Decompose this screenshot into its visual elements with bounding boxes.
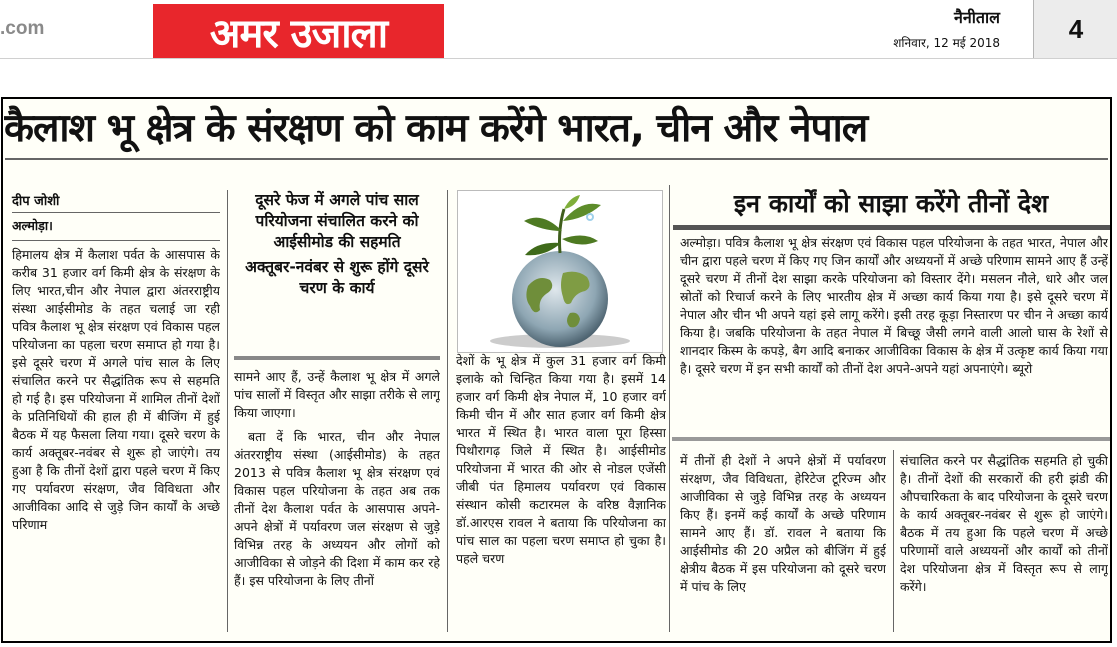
box-bottom-rule	[672, 437, 1110, 441]
headline-rule	[5, 158, 1108, 160]
column-divider-4	[893, 450, 894, 632]
article-headline: कैलाश भू क्षेत्र के संरक्षण को काम करेंगे भारत, चीन और नेपाल	[4, 106, 868, 151]
article-column-1: हिमालय क्षेत्र में कैलाश पर्वत के आसपास के करीब 31 हजार वर्ग किमी क्षेत्र के संरक्षण के लिए भारत,चीन और नेपाल द्वारा अंतरराष्ट्रीय संस्था आईसीमोड के तहत चलाई जा रही पवित्र कैलाश भू क्षेत्र संरक्षण एवं विकास पहल परियोजना का पहला चरण समाप्त हो गया है। इसे दूसरे चरण में अगले पांच साल के लिए संचालित करने पर सैद्धांतिक रूप से सहमति हो गई है। इस परियोजना में शामिल तीनों देशों के प्रतिनिधियों की हाल ही में बीजिंग में हुई बैठक में यह फैसला लिया गया। दूसरे चरण के कार्य अक्तूबर-नवंबर से शुरू हो जाएंगे। तय हुआ है कि तीनों देशों द्वारा पहले चरण में किए गए पर्यावरण संरक्षण, जैव विविधता और आजीविका आदि से जुड़े जिन कार्यों के अच्छे परिणाम	[12, 247, 220, 532]
edition-date: शनिवार, 12 मई 2018	[893, 36, 1000, 50]
edition-city: नैनीताल	[953, 8, 1000, 27]
subheadline-line-1: दूसरे फेज में अगले पांच साल परियोजना संचालित करने को आईसीमोड की सहमति	[255, 191, 419, 251]
dateline: अल्मोड़ा।	[12, 218, 53, 233]
header-divider	[0, 58, 1117, 59]
column-2-paragraph-1: सामने आए हैं, उन्हें कैलाश भू क्षेत्र में अगले पांच सालों में विस्तृत और साझा तरीके से लागू किया जाएगा।	[234, 369, 440, 420]
article-column-3: देशों के भू क्षेत्र में कुल 31 हजार वर्ग किमी इलाके को चिन्हित किया गया है। इसमें 14 हजार वर्ग किमी क्षेत्र नेपाल में, 10 हजार वर्ग किमी चीन में और सात हजार वर्ग किमी क्षेत्र भारत में स्थित है। भारत वाला पूरा हिस्सा पिथौरागढ़ जिले में स्थित है। आईसीमोड परियोजना में भारत की ओर से नोडल एजेंसी जीबी पंत हिमालय पर्यावरण एवं विकास संस्थान कोसी कटारमल के वरिष्ठ वैज्ञानिक डॉ.आरएस रावल ने बताया कि परियोजना का पांच साल का पहला चरण समाप्त हो चुका है। पहले चरण	[456, 353, 666, 566]
article-column-5: संचालित करने पर सैद्धांतिक सहमति हो चुकी है। तीनों देशों की सरकारों की हरी झंडी की औपचारिकता के बाद परियोजना के दूसरे चरण के कार्य अक्तूबर-नवंबर से शुरू हो जाएंगे। बैठक में तय हुआ कि पहले चरण में अच्छे परिणामों वाले अध्ययनों और कार्यों को तीनों देश परियोजना क्षेत्र में विस्तृत रूप से लागू करेंगे।	[900, 453, 1108, 594]
box-headline: इन कार्यों को साझा करेंगे तीनों देश	[733, 189, 1049, 218]
site-suffix: .com	[0, 18, 45, 39]
newspaper-masthead: अमर उजाला	[153, 4, 444, 58]
subheadline-rule	[234, 356, 440, 360]
article-column-4: में तीनों ही देशों ने अपने क्षेत्रों में पर्यावरण संरक्षण, जैव विविधता, हेरिटेज टूरिज्म और आजीविका से जुड़े विभिन्न तरह के अध्ययन किए हैं। इनमें कई कार्यों के अच्छे परिणाम सामने आए हैं। डॉ. रावल ने बताया कि आईसीमोड की 20 अप्रैल को बीजिंग में हुई क्षेत्रीय बैठक में इस परियोजना को दूसरे चरण में पांच के लिए	[680, 453, 886, 594]
subheadline-line-2: अक्तूबर-नवंबर से शुरू होंगे दूसरे चरण के कार्य	[245, 258, 429, 297]
column-divider-1	[227, 190, 228, 632]
article-column-2	[234, 368, 440, 630]
box-headline-rule	[673, 225, 1110, 230]
column-2-paragraph-2: बता दें कि भारत, चीन और नेपाल अंतरराष्ट्रीय संस्था (आईसीमोड) के तहत 2013 से पवित्र कैलाश भू क्षेत्र संरक्षण एवं विकास पहल परियोजना के तहत अब तक तीनों देश कैलाश पर्वत के आसपास अपने-अपने क्षेत्रों में पर्यावरण जल संरक्षण से जुड़े विभिन्न तरह के अध्ययन और लोगों को आजीविका से जोड़ने की दिशा में काम कर रहे हैं। इस परियोजना के लिए तीनों	[234, 429, 440, 588]
column-divider-3	[669, 185, 670, 632]
byline-rule	[12, 212, 220, 213]
page-number: 4	[1033, 0, 1117, 58]
column-divider-2	[447, 190, 448, 632]
byline: दीप जोशी	[12, 194, 60, 209]
subheadline	[234, 190, 440, 299]
box-text: अल्मोड़ा। पवित्र कैलाश भू क्षेत्र संरक्षण एवं विकास पहल परियोजना के तहत भारत, नेपाल और चीन द्वारा पहले चरण में किए गए जिन कार्यों और अध्ययनों में अच्छे परिणाम सामने आए हैं उन्हें दूसरे चरण में तीनों देश साझा करके परियोजना को विस्तार देंगे। मसलन नौले, धारे और जल स्रोतों को रिचार्ज करने के लिए भारतीय क्षेत्र में अच्छा कार्य किया गया है। इसे दूसरे चरण में नेपाल और चीन भी अपने यहां इसे लागू करेंगे। इसी तरह कूड़ा निस्तारण पर चीन ने अच्छा कार्य किया है। जबकि परियोजना के तहत नेपाल में बिच्छू जैसी लगने वाली आलो घास के रेशों से शानदार किस्म के कपड़े, बैग आदि बनाकर आजीविका विकास के क्षेत्र में उत्कृष्ट कार्य किया गया है। दूसरे चरण में इन सभी कार्यों को तीनों देश अपने-अपने यहां अपनाएंगे। ब्यूरो	[680, 235, 1108, 376]
dateline-rule	[12, 240, 220, 241]
earth-with-plant-icon	[457, 190, 663, 353]
